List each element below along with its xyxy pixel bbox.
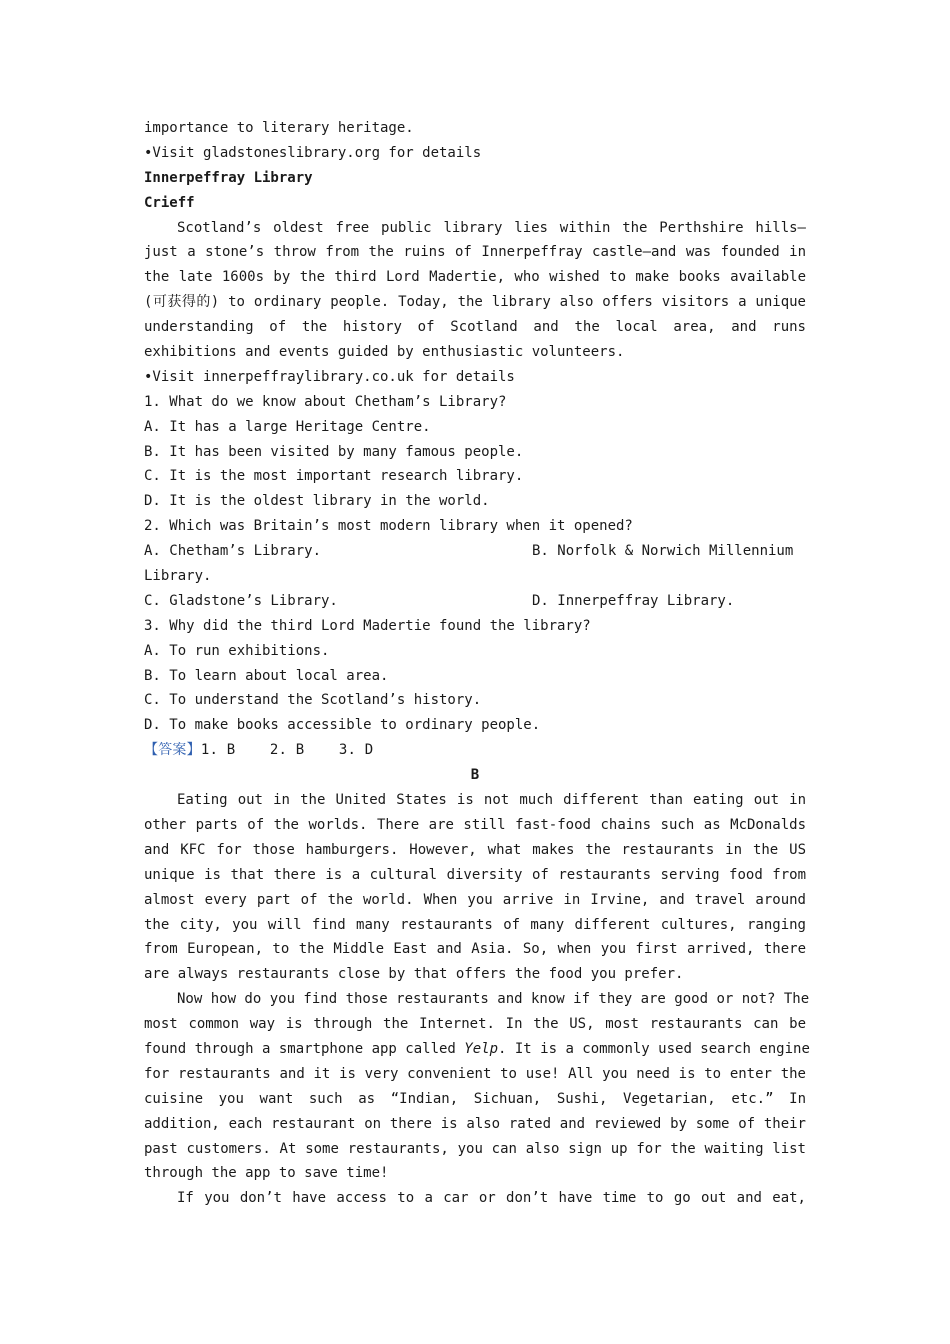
library-location: Crieff (144, 194, 195, 211)
question-2-options-cd (144, 589, 806, 614)
text-line: (可获得的) to ordinary people. Today, the library also offers visitors a unique (144, 294, 806, 311)
question-2-option-a: A. Chetham’s Library. (144, 543, 322, 560)
document-page (144, 116, 810, 1211)
question-3-option-d: D. To make books accessible to ordinary people. (144, 717, 541, 734)
answer-tag: 【答案】 (144, 742, 201, 759)
answer-line (144, 738, 806, 763)
question-2-option-b-cont: Library. (144, 568, 212, 585)
text-fragment: found through a smartphone app called (144, 1040, 465, 1057)
text-line: for restaurants and it is very convenient to use! All you need is to enter the (144, 1065, 806, 1082)
question-3-option-b: B. To learn about local area. (144, 667, 389, 684)
text-line: past customers. At some restaurants, you can also sign up for the waiting list (144, 1140, 806, 1157)
question-2-option-c: C. Gladstone’s Library. (144, 592, 338, 609)
question-3-option-c: C. To understand the Scotland’s history. (144, 692, 482, 709)
visit-link-gladstones: •Visit gladstoneslibrary.org for details (144, 144, 482, 161)
question-1-stem: 1. What do we know about Chetham’s Library? (144, 393, 507, 410)
text-line: through the app to save time! (144, 1165, 389, 1182)
text-line: almost every part of the world. When you arrive in Irvine, and travel around (144, 891, 806, 908)
text-line: other parts of the worlds. There are still fast-food chains such as McDonalds (144, 816, 806, 833)
section-b-heading: B (470, 767, 480, 784)
app-name-yelp: Yelp (464, 1040, 499, 1057)
question-3-option-a: A. To run exhibitions. (144, 642, 330, 659)
question-2-option-d: D. Innerpeffray Library. (532, 592, 735, 609)
section-b-paragraph-2 (144, 987, 810, 1186)
question-1-option-b: B. It has been visited by many famous people. (144, 443, 524, 460)
text-fragment: . It is a commonly used search engine (498, 1040, 810, 1057)
answer-text: 1. B 2. B 3. D (200, 742, 374, 759)
text-line: from European, to the Middle East and Asia. So, when you first arrived, there (144, 941, 806, 958)
text-line: Scotland’s oldest free public library lies within the Perthshire hills— (177, 219, 806, 236)
text-line: cuisine you want such as “Indian, Sichuan, Sushi, Vegetarian, etc.” In (144, 1090, 806, 1107)
text-line: exhibitions and events guided by enthusiastic volunteers. (144, 344, 625, 361)
text-line: importance to literary heritage. (144, 120, 414, 136)
question-1-option-c: C. It is the most important research library. (144, 468, 524, 485)
question-2-option-b: B. Norfolk & Norwich Millennium (532, 543, 794, 560)
question-2-stem: 2. Which was Britain’s most modern library when it opened? (144, 518, 633, 535)
question-1-option-a: A. It has a large Heritage Centre. (144, 418, 431, 435)
library-title: Innerpeffray Library (144, 169, 313, 186)
section-b-paragraph-1 (144, 788, 806, 987)
visit-link-innerpeffray: •Visit innerpeffraylibrary.co.uk for details (144, 368, 515, 385)
text-line: Eating out in the United States is not much different than eating out in (177, 792, 806, 809)
text-line: the city, you will find many restaurants of many different cultures, ranging (144, 916, 806, 933)
question-2-options-ab (144, 539, 806, 564)
text-line: understanding of the history of Scotland and the local area, and runs (144, 319, 806, 336)
text-line: and KFC for those hamburgers. However, what makes the restaurants in the US (144, 841, 806, 858)
section-b-paragraph-3: If you don’t have access to a car or don’t have time to go out and eat, (177, 1190, 806, 1207)
text-line: addition, each restaurant on there is also rated and reviewed by some of their (144, 1115, 806, 1132)
text-line-yelp (144, 1037, 810, 1062)
text-line: unique is that there is a cultural diversity of restaurants serving food from (144, 866, 806, 883)
text-line: Now how do you find those restaurants and know if they are good or not? The (177, 991, 810, 1008)
text-line: are always restaurants close by that offers the food you prefer. (144, 966, 684, 983)
text-line: the late 1600s by the third Lord Madertie, who wished to make books available (144, 269, 806, 286)
innerpeffray-paragraph (144, 216, 806, 365)
text-line: most common way is through the Internet. In the US, most restaurants can be (144, 1016, 806, 1033)
text-line: just a stone’s throw from the ruins of Innerpeffray castle—and was founded in (144, 244, 806, 261)
question-1-option-d: D. It is the oldest library in the world. (144, 493, 490, 510)
question-3-stem: 3. Why did the third Lord Madertie found the library? (144, 617, 591, 634)
